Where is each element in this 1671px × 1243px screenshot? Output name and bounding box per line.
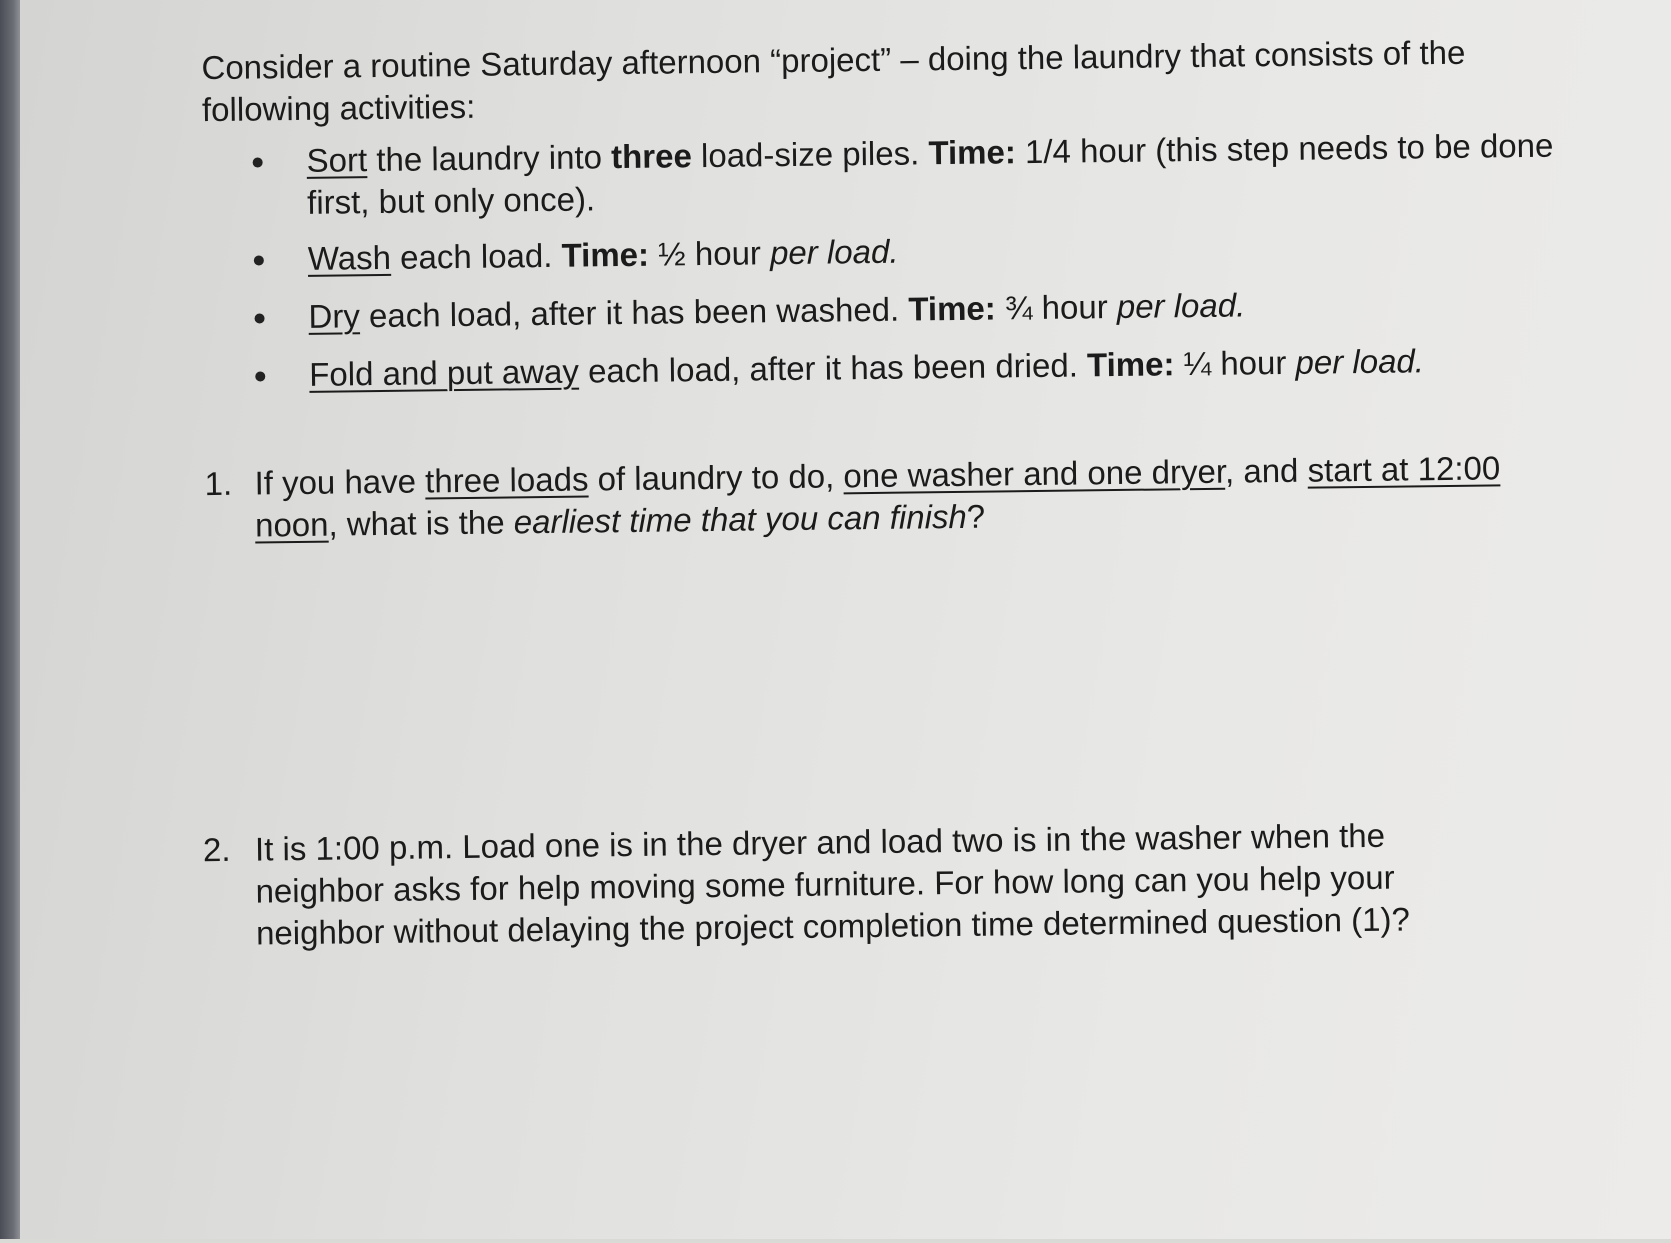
activity-text: [308, 222, 1578, 280]
time-label: Time:: [928, 133, 1017, 172]
activity-item-fold: [255, 338, 1585, 399]
activity-emphasis: three: [610, 137, 693, 176]
question-emphasis: one washer and one dryer: [843, 452, 1226, 495]
question-fragment: of laundry to do,: [588, 457, 844, 498]
question-fragment: If you have: [254, 462, 426, 502]
per-load-note: per load.: [769, 232, 899, 272]
bullet-icon: [254, 255, 264, 265]
per-load-note: per load.: [1116, 286, 1246, 325]
activity-fragment: each load, after it has been dried.: [578, 346, 1088, 390]
question-text: [254, 447, 1525, 547]
question-italic: earliest time that you can finish: [513, 497, 968, 541]
bullet-icon: [253, 157, 263, 167]
intro-paragraph: [201, 31, 1542, 131]
question-fragment: , what is the: [328, 503, 514, 543]
activity-fragment: the laundry into: [366, 138, 612, 179]
question-1: [204, 447, 1565, 554]
time-label: Time:: [1086, 345, 1175, 384]
bullet-icon: [255, 371, 265, 381]
activity-text: [306, 124, 1577, 224]
activity-fragment: each load, after it has been washed.: [359, 290, 909, 335]
activity-text: [309, 338, 1579, 396]
question-emphasis: start at 12:00 noon: [254, 449, 1501, 544]
activity-fragment: 1/4 hour (this step needs to be done first, but only once).: [306, 126, 1554, 221]
question-number: 1.: [204, 464, 233, 503]
activity-item-sort: [252, 124, 1583, 230]
activity-fragment: ½ hour: [648, 234, 771, 273]
intro-line-1: Consider a routine Saturday afternoon “project” – doing the laundry that consists of the: [201, 33, 1466, 87]
activity-fragment: ¾ hour: [995, 288, 1118, 327]
question-fragment: , and: [1224, 451, 1308, 490]
question-2: [203, 813, 1565, 965]
time-label: Time:: [561, 235, 650, 274]
activity-item-dry: [254, 280, 1584, 341]
activity-text: [308, 280, 1578, 338]
activity-verb: Dry: [308, 297, 361, 335]
activity-verb: Wash: [307, 238, 392, 277]
bullet-icon: [254, 313, 264, 323]
time-label: Time:: [908, 289, 996, 328]
activity-item-wash: [254, 222, 1584, 283]
question-emphasis: three loads: [424, 460, 589, 500]
activity-fragment: ¼ hour: [1174, 343, 1296, 383]
question-text: It is 1:00 p.m. Load one is in the dryer and load two is in the washer when the neighbor asks for help moving some furniture. For how long can you help your neighbor without delaying the project completion time determined question (1)?: [254, 816, 1411, 952]
activity-verb: Sort: [306, 141, 368, 179]
question-fragment: ?: [966, 497, 986, 535]
activity-fragment: load-size piles.: [691, 134, 929, 175]
activity-verb: Fold and put away: [309, 352, 580, 393]
question-number: 2.: [202, 830, 231, 869]
per-load-note: per load.: [1295, 342, 1425, 381]
activity-fragment: each load.: [390, 236, 562, 276]
intro-line-2: following activities:: [201, 87, 476, 129]
